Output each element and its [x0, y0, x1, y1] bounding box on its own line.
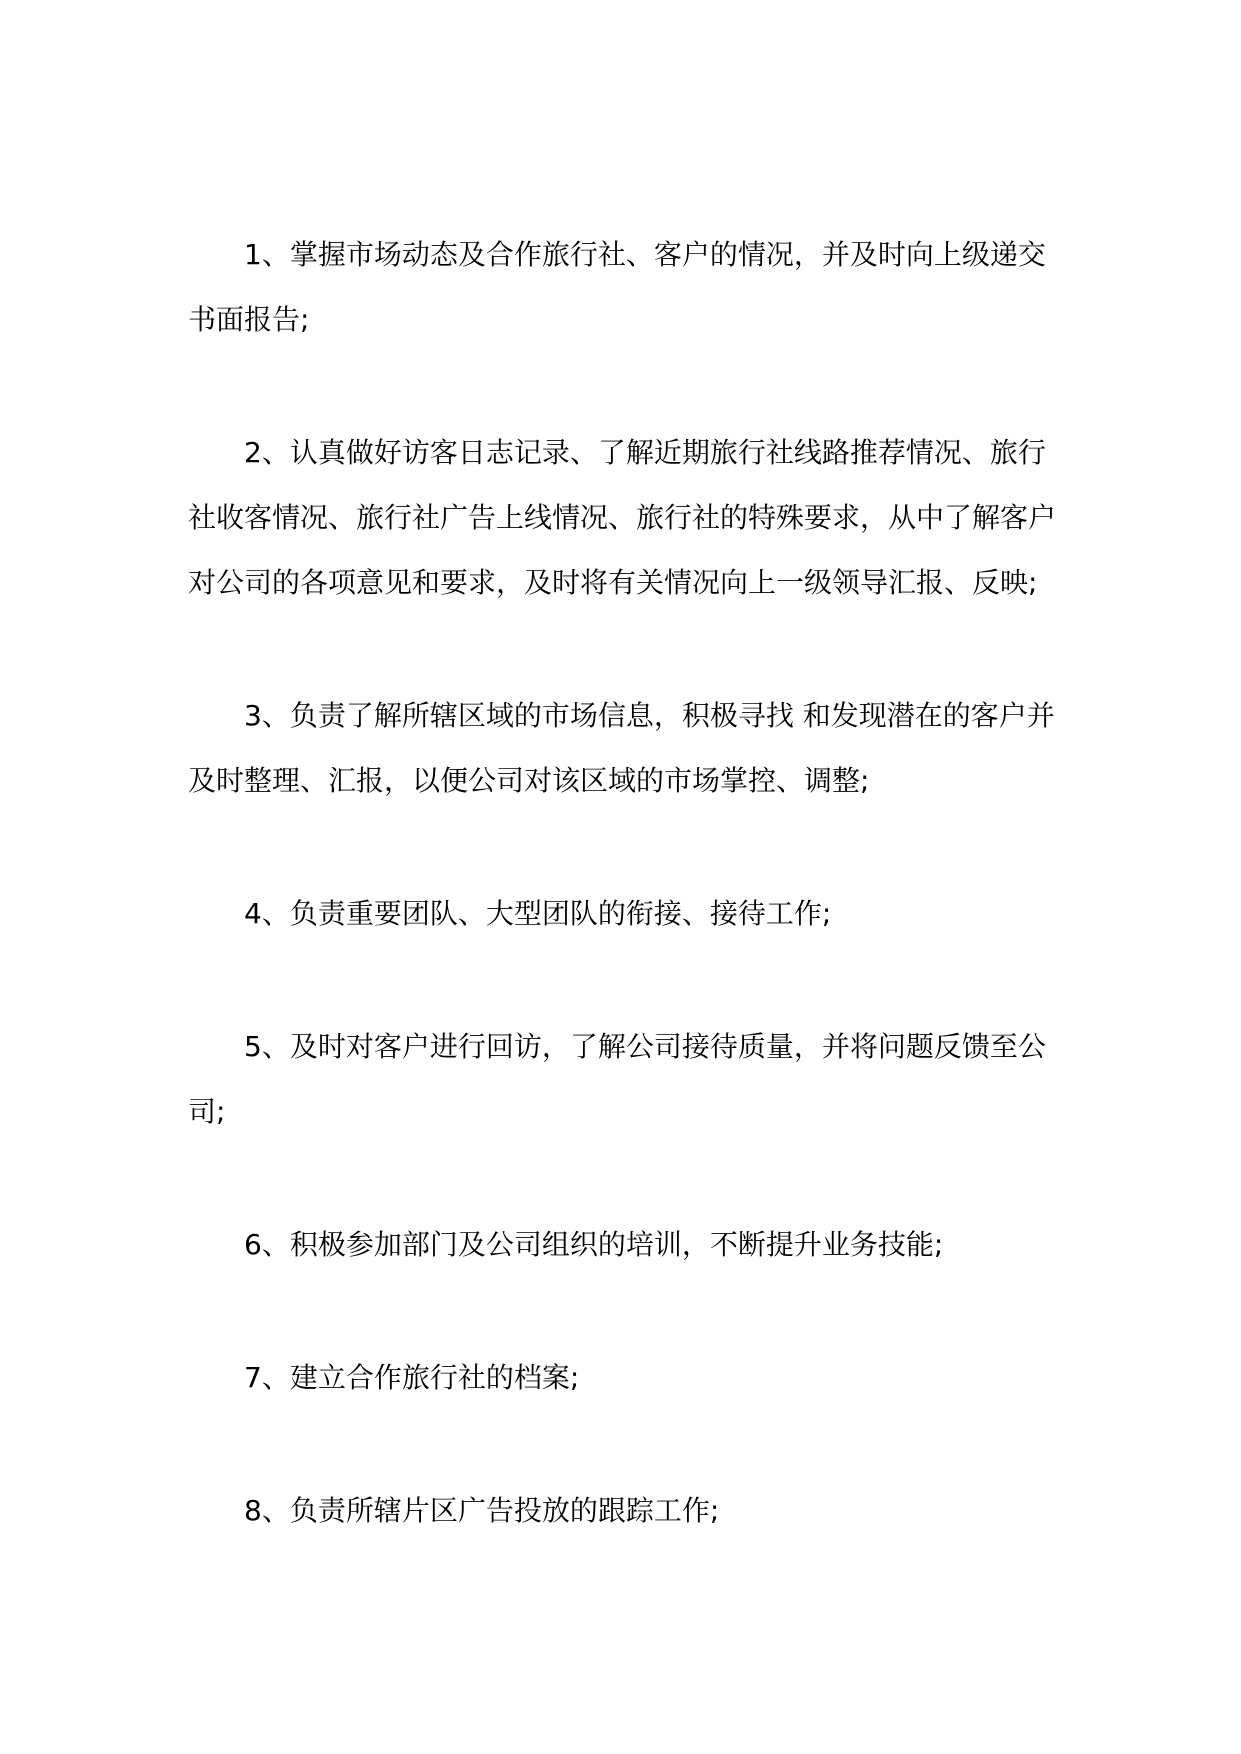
paragraph-gap — [188, 615, 1068, 683]
document-body — [188, 222, 1068, 1543]
paragraph-5: 5、及时对客户进行回访，了解公司接待质量，并将问题反馈至公司; — [188, 1030, 1046, 1128]
paragraph-gap — [188, 1144, 1068, 1212]
paragraph-7: 7、建立合作旅行社的档案; — [244, 1361, 580, 1394]
paragraph-1: 1、掌握市场动态及合作旅行社、客户的情况，并及时向上级递交书面报告; — [188, 238, 1046, 336]
paragraph-gap — [188, 352, 1068, 420]
paragraph-gap — [188, 1410, 1068, 1478]
paragraph-gap — [188, 946, 1068, 1014]
paragraph-2: 2、认真做好访客日志记录、了解近期旅行社线路推荐情况、旅行社收客情况、旅行社广告上线情况、旅行社的特殊要求，从中了解客户对公司的各项意见和要求，及时将有关情况向上一级领导汇报、反映; — [188, 436, 1057, 599]
paragraph-4: 4、负责重要团队、大型团队的衔接、接待工作; — [244, 897, 832, 930]
paragraph-gap — [188, 1277, 1068, 1345]
paragraph-gap — [188, 813, 1068, 881]
paragraph-3: 3、负责了解所辖区域的市场信息，积极寻找 和发现潜在的客户并及时整理、汇报，以便公司对该区域的市场掌控、调整; — [188, 699, 1055, 797]
paragraph-6: 6、积极参加部门及公司组织的培训，不断提升业务技能; — [244, 1228, 944, 1261]
paragraph-8: 8、负责所辖片区广告投放的跟踪工作; — [244, 1494, 720, 1527]
